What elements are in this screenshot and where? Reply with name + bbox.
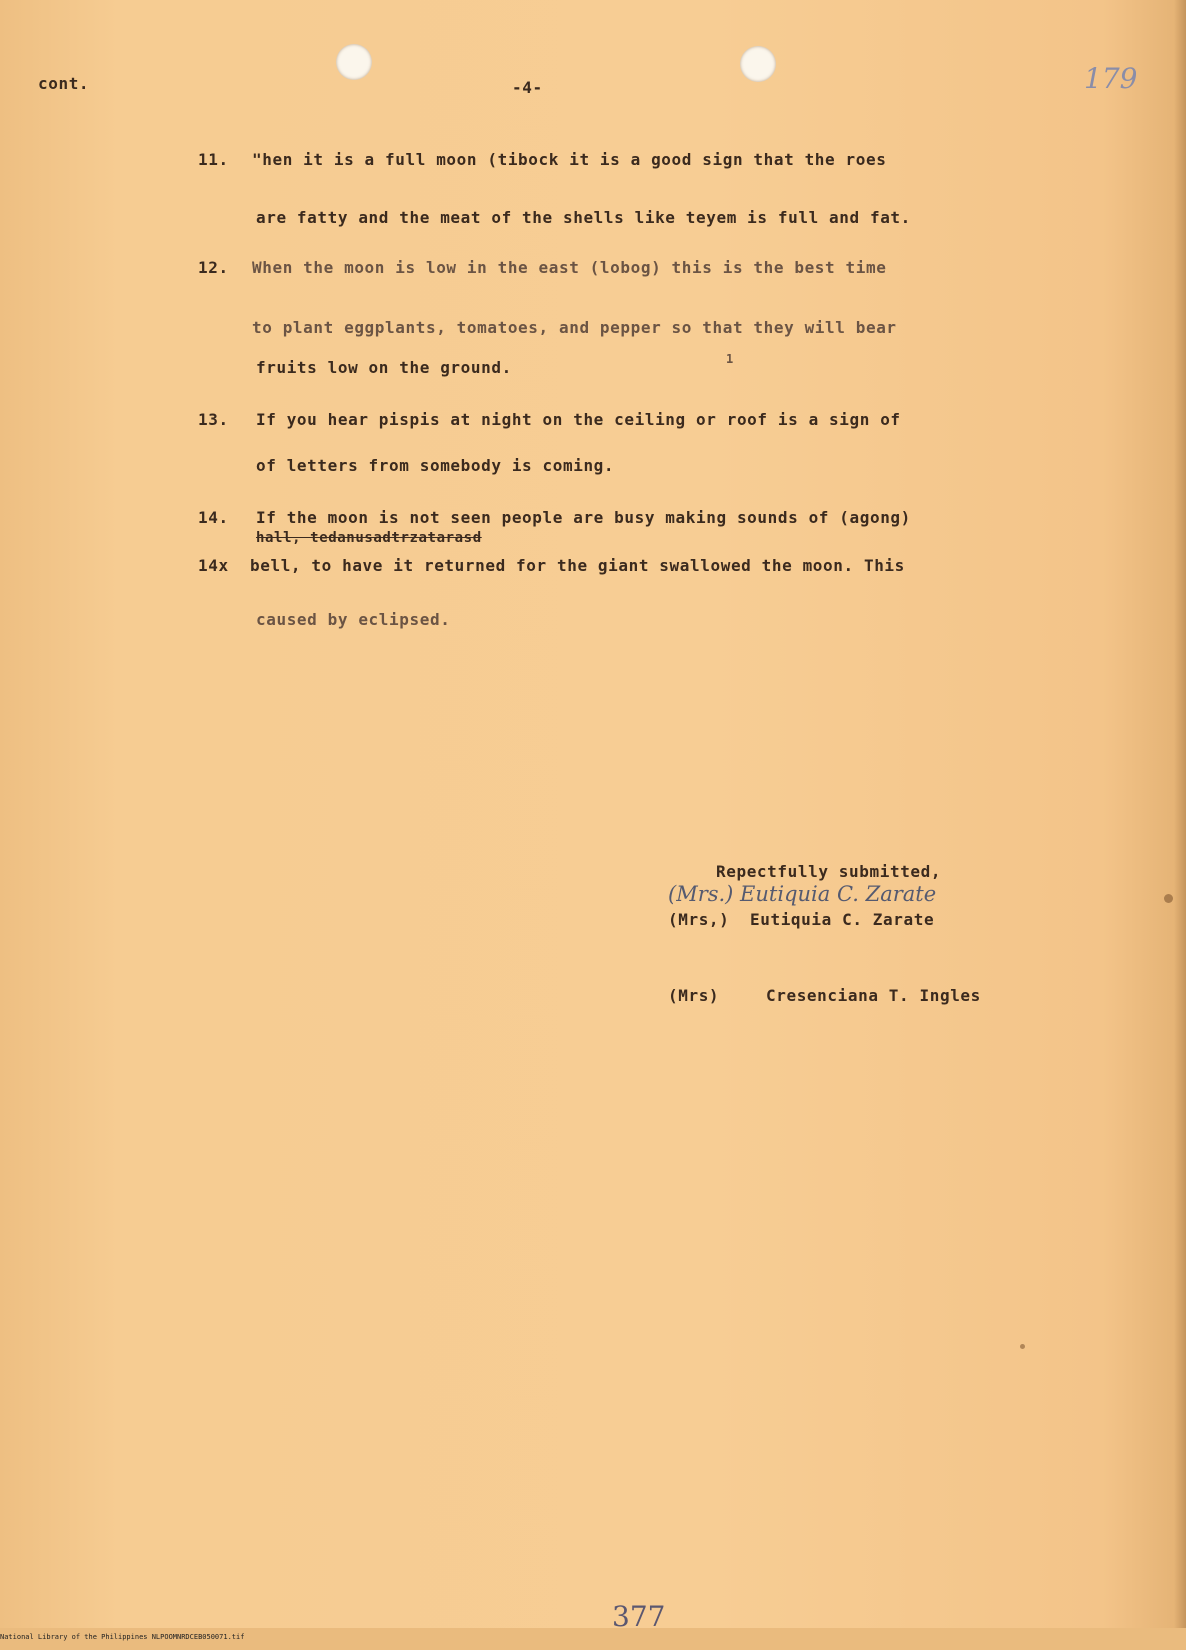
item-line: When the moon is low in the east (lobog) this is the best time	[252, 258, 887, 277]
item-line: If you hear pispis at night on the ceiling or roof is a sign of	[256, 410, 901, 429]
item-line: to plant eggplants, tomatoes, and pepper so that they will bear	[252, 318, 897, 337]
closing-salutation: Repectfully submitted,	[716, 862, 942, 881]
struck-out-line: hall, tedanusadtrzatarasd	[256, 530, 482, 546]
item-line: caused by eclipsed.	[256, 610, 451, 629]
item-line: are fatty and the meat of the shells like teyem is full and fat.	[256, 208, 911, 227]
signature: (Mrs.) Eutiquia C. Zarate	[668, 882, 937, 906]
punch-hole-left	[336, 44, 372, 80]
signer-1-name: Eutiquia C. Zarate	[750, 910, 935, 929]
archive-number: 179	[1084, 62, 1138, 95]
item-line: bell, to have it returned for the giant swallowed the moon. This	[250, 556, 905, 575]
ink-smudge	[1020, 1344, 1025, 1349]
signer-2-name: Cresenciana T. Ingles	[766, 986, 981, 1005]
ink-smudge	[1164, 894, 1173, 903]
item-number: 11.	[198, 150, 229, 169]
stray-mark: 1	[726, 352, 734, 366]
item-number: 12.	[198, 258, 229, 277]
struck-number: 14x	[198, 556, 229, 575]
footer-strip: National Library of the Philippines NLPOOMNRDCEB050071.tif	[0, 1633, 245, 1641]
cont-label: cont.	[38, 74, 90, 93]
bottom-handwritten-number: 377	[612, 1600, 666, 1633]
page-edge-shadow	[1174, 0, 1186, 1650]
signer-2-title: (Mrs)	[668, 986, 720, 1005]
punch-hole-right	[740, 46, 776, 82]
item-number: 13.	[198, 410, 229, 429]
item-line: If the moon is not seen people are busy making sounds of (agong)	[256, 508, 911, 527]
item-line: fruits low on the ground.	[256, 358, 512, 377]
item-line: of letters from somebody is coming.	[256, 456, 615, 475]
signer-1-title: (Mrs,)	[668, 910, 730, 929]
page-number: -4-	[512, 78, 543, 97]
item-number: 14.	[198, 508, 229, 527]
item-line: "hen it is a full moon (tibock it is a good sign that the roes	[252, 150, 887, 169]
